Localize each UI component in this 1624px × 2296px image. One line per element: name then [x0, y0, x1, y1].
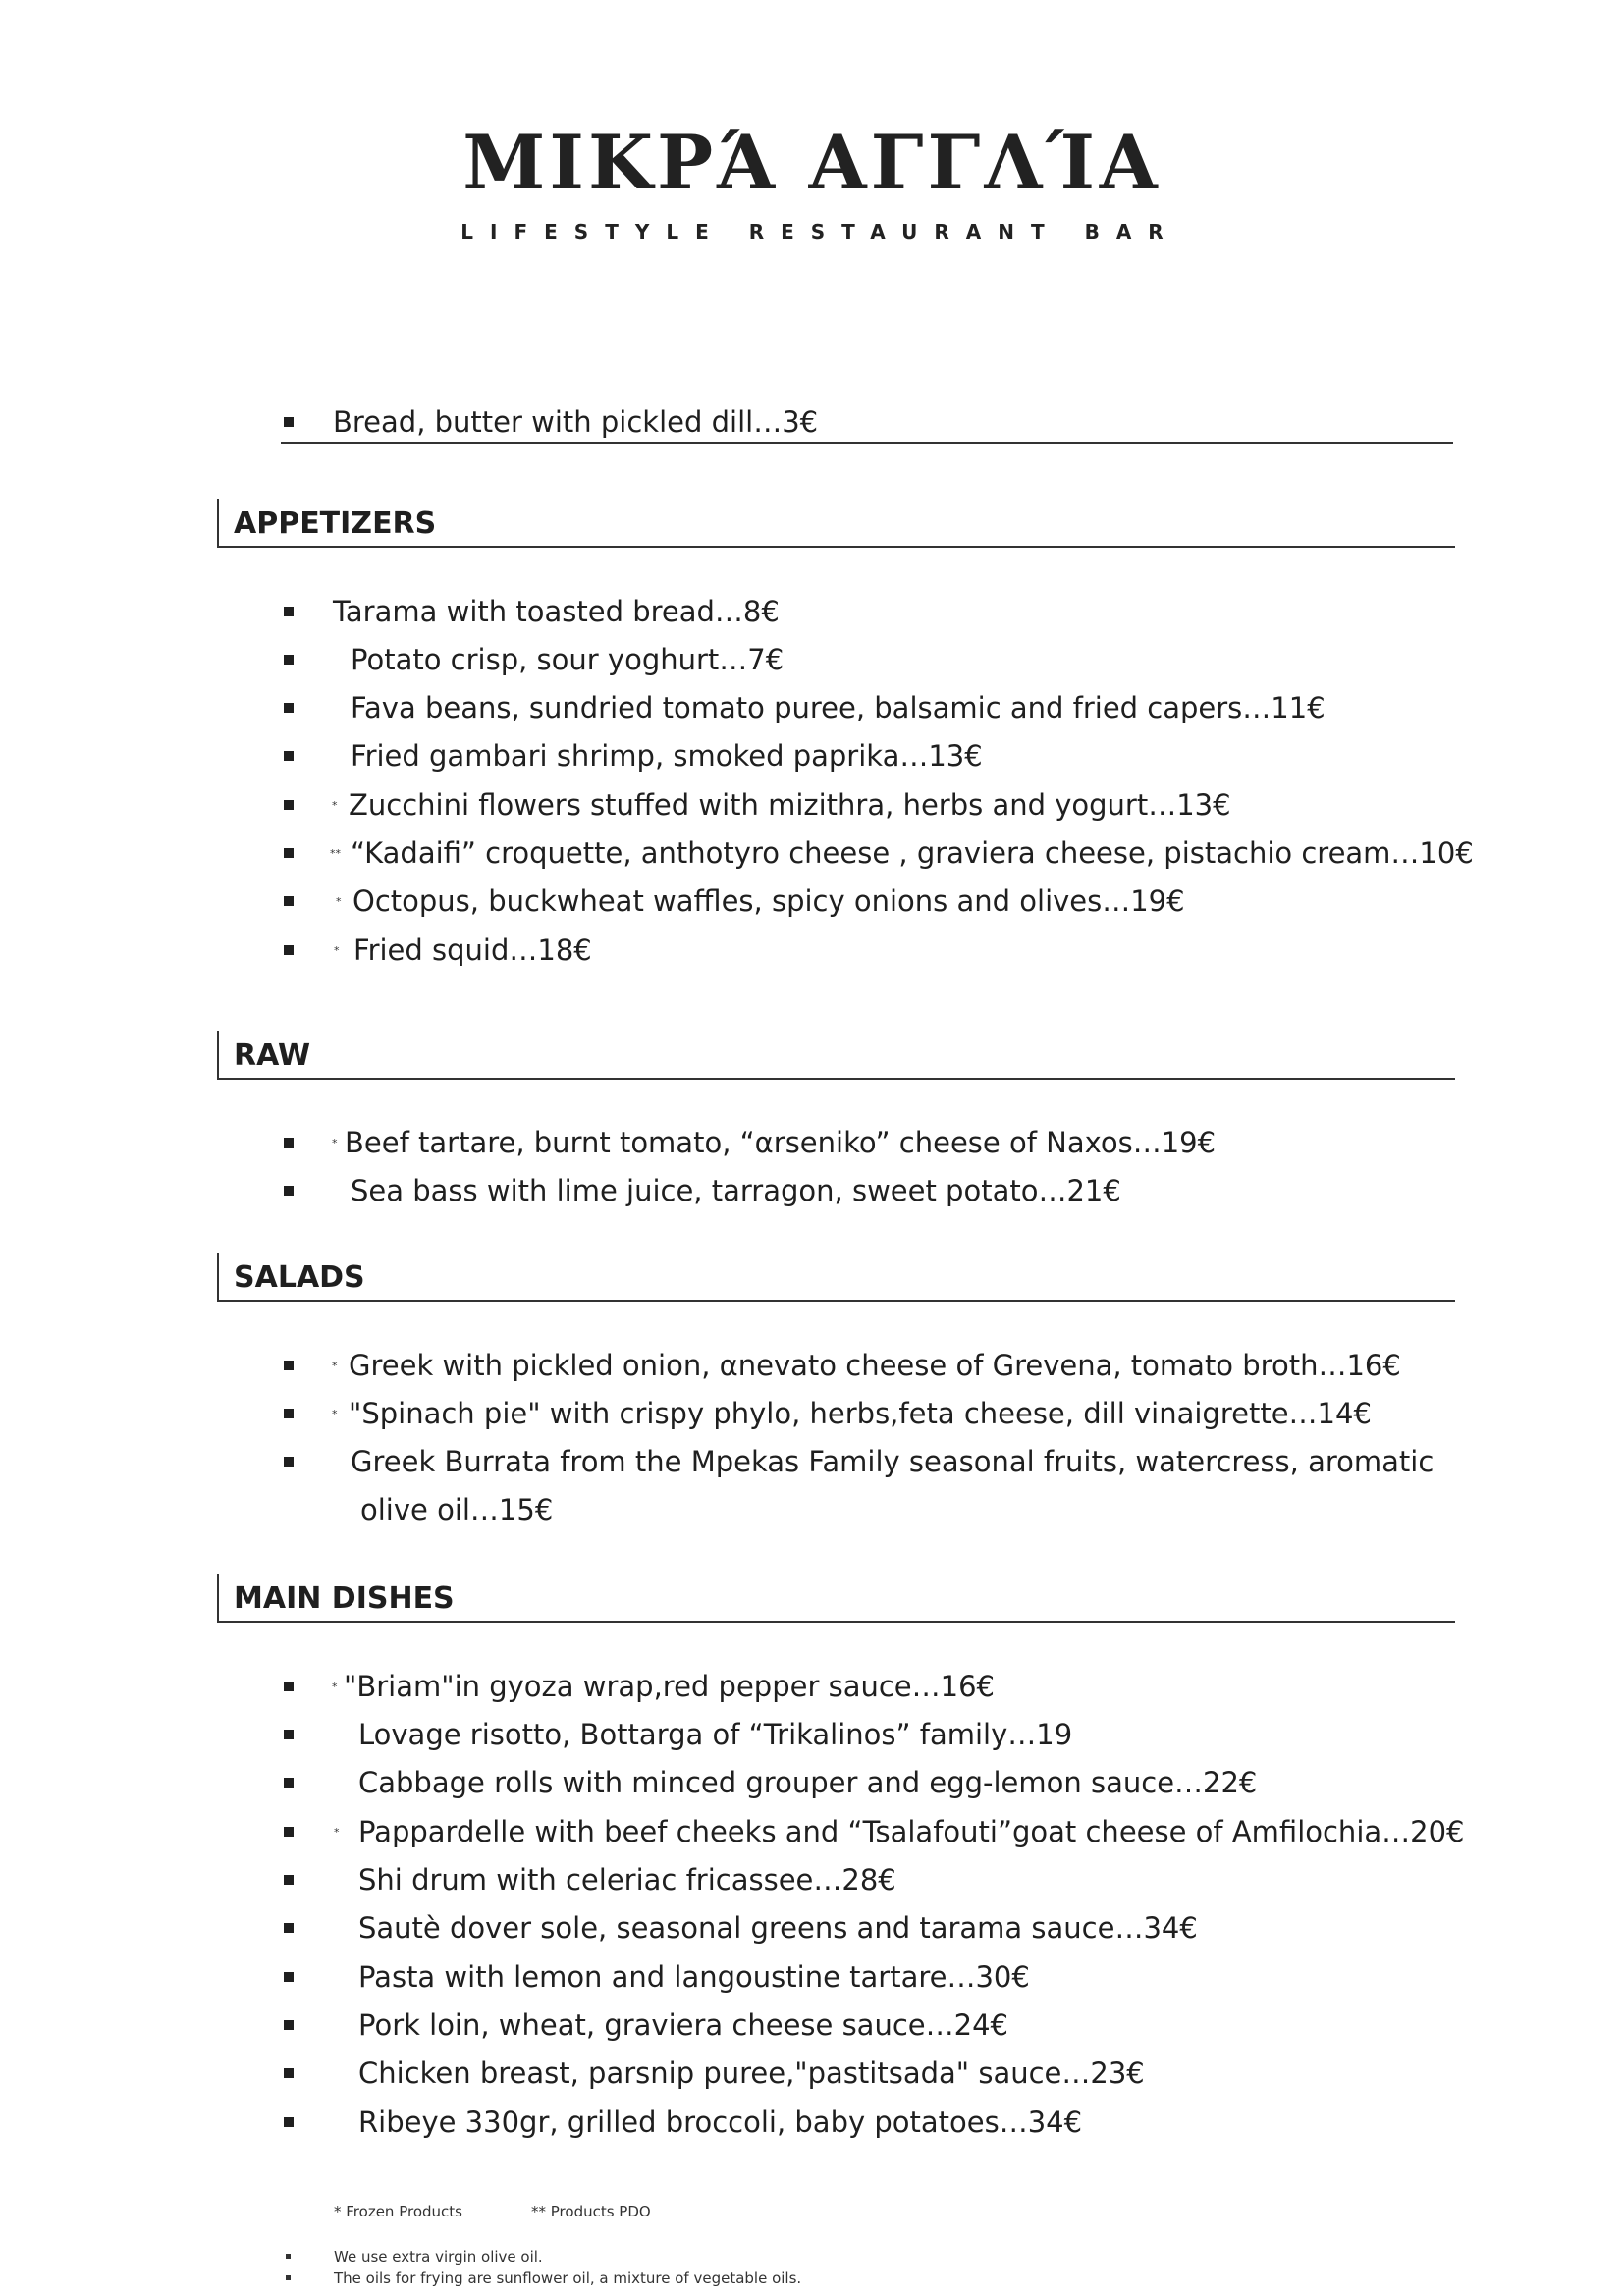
footnote-frozen: * Frozen Products	[334, 2203, 462, 2220]
bullet-icon	[284, 896, 294, 906]
bullet-icon	[284, 2117, 294, 2127]
menu-item: Tarama with toasted bread…8€	[333, 595, 780, 628]
bullet-icon	[284, 1730, 294, 1739]
menu-item: Fried squid…18€	[353, 934, 592, 967]
menu-item: Lovage risotto, Bottarga of “Trikalinos” family…19	[358, 1718, 1073, 1751]
bullet-icon	[284, 607, 294, 616]
bullet-icon	[284, 1682, 294, 1691]
star-mark: *	[336, 895, 342, 908]
section-header-main-dishes	[217, 1574, 1455, 1623]
section-title: SALADS	[234, 1260, 365, 1295]
divider	[281, 442, 1453, 444]
menu-item-continuation: olive oil…15€	[360, 1493, 554, 1526]
menu-item: Sautè dover sole, seasonal greens and tarama sauce…34€	[358, 1911, 1198, 1945]
bullet-icon	[284, 1778, 294, 1788]
menu-item: Greek with pickled onion, αnevato cheese of Grevena, tomato broth…16€	[349, 1349, 1401, 1382]
star-mark: *	[334, 1826, 340, 1839]
bullet-icon	[284, 1972, 294, 1982]
bullet-icon	[284, 751, 294, 761]
menu-item: Pappardelle with beef cheeks and “Tsalafouti”goat cheese of Amfilochia…20€	[358, 1815, 1465, 1848]
footnote-frying-oil: The oils for frying are sunflower oil, a mixture of vegetable oils.	[334, 2269, 802, 2287]
menu-item: Pasta with lemon and langoustine tartare…30€	[358, 1960, 1030, 1994]
bullet-icon	[284, 1138, 294, 1148]
bullet-icon	[284, 848, 294, 858]
menu-item: Fava beans, sundried tomato puree, balsamic and fried capers…11€	[351, 691, 1326, 724]
menu-item: "Spinach pie" with crispy phylo, herbs,feta cheese, dill vinaigrette…14€	[349, 1397, 1372, 1430]
section-header-appetizers	[217, 499, 1455, 548]
bullet-icon	[284, 417, 294, 427]
logo-name: ΜΙΚΡΆ ΑΓΓΛΊΑ	[462, 119, 1162, 206]
menu-item: Octopus, buckwheat waffles, spicy onions and olives…19€	[352, 884, 1185, 918]
star-mark: *	[332, 1681, 338, 1693]
bullet-icon	[284, 1186, 294, 1196]
star-mark: *	[334, 944, 340, 957]
menu-item: Shi drum with celeriac fricassee…28€	[358, 1863, 896, 1896]
bullet-icon	[286, 2254, 291, 2259]
star-mark: *	[332, 1360, 338, 1372]
bullet-icon	[284, 1923, 294, 1933]
logo-tagline: LIFESTYLE RESTAURANT BAR	[460, 220, 1180, 243]
menu-item: Beef tartare, burnt tomato, “αrseniko” cheese of Naxos…19€	[345, 1126, 1217, 1159]
bullet-icon	[284, 1827, 294, 1837]
menu-item-bread: Bread, butter with pickled dill…3€	[333, 405, 819, 439]
menu-item: Ribeye 330gr, grilled broccoli, baby potatoes…34€	[358, 2106, 1083, 2139]
menu-item: Chicken breast, parsnip puree,"pastitsada" sauce…23€	[358, 2056, 1145, 2090]
menu-item: Sea bass with lime juice, tarragon, sweet potato…21€	[351, 1174, 1121, 1207]
bullet-icon	[284, 2020, 294, 2030]
menu-item: Zucchini flowers stuffed with mizithra, herbs and yogurt…13€	[349, 788, 1231, 822]
section-header-salads	[217, 1253, 1455, 1302]
star-mark: *	[332, 1408, 338, 1420]
menu-item: Cabbage rolls with minced grouper and egg-lemon sauce…22€	[358, 1766, 1258, 1799]
menu-item: “Kadaifi” croquette, anthotyro cheese , graviera cheese, pistachio cream…10€	[351, 836, 1474, 870]
star-mark: **	[330, 847, 341, 860]
bullet-icon	[286, 2275, 291, 2280]
bullet-icon	[284, 1875, 294, 1885]
footnote-olive-oil: We use extra virgin olive oil.	[334, 2248, 543, 2266]
bullet-icon	[284, 945, 294, 955]
section-header-raw	[217, 1031, 1455, 1080]
footnote-pdo: ** Products PDO	[531, 2203, 651, 2220]
menu-item: Greek Burrata from the Mpekas Family seasonal fruits, watercress, aromatic	[351, 1445, 1435, 1478]
section-title: RAW	[234, 1039, 311, 1073]
bullet-icon	[284, 2068, 294, 2078]
menu-item: "Briam"in gyoza wrap,red pepper sauce…16€	[344, 1670, 995, 1703]
star-mark: *	[332, 799, 338, 812]
bullet-icon	[284, 703, 294, 713]
bullet-icon	[284, 1457, 294, 1467]
star-mark: *	[332, 1137, 338, 1149]
restaurant-logo	[0, 119, 1624, 243]
bullet-icon	[284, 800, 294, 810]
section-title: MAIN DISHES	[234, 1581, 455, 1616]
bullet-icon	[284, 1361, 294, 1370]
menu-item: Fried gambari shrimp, smoked paprika…13€	[351, 739, 983, 773]
section-title: APPETIZERS	[234, 507, 437, 541]
menu-item: Potato crisp, sour yoghurt…7€	[351, 643, 785, 676]
bullet-icon	[284, 1409, 294, 1418]
bullet-icon	[284, 655, 294, 665]
menu-item: Pork loin, wheat, graviera cheese sauce…24€	[358, 2008, 1008, 2042]
